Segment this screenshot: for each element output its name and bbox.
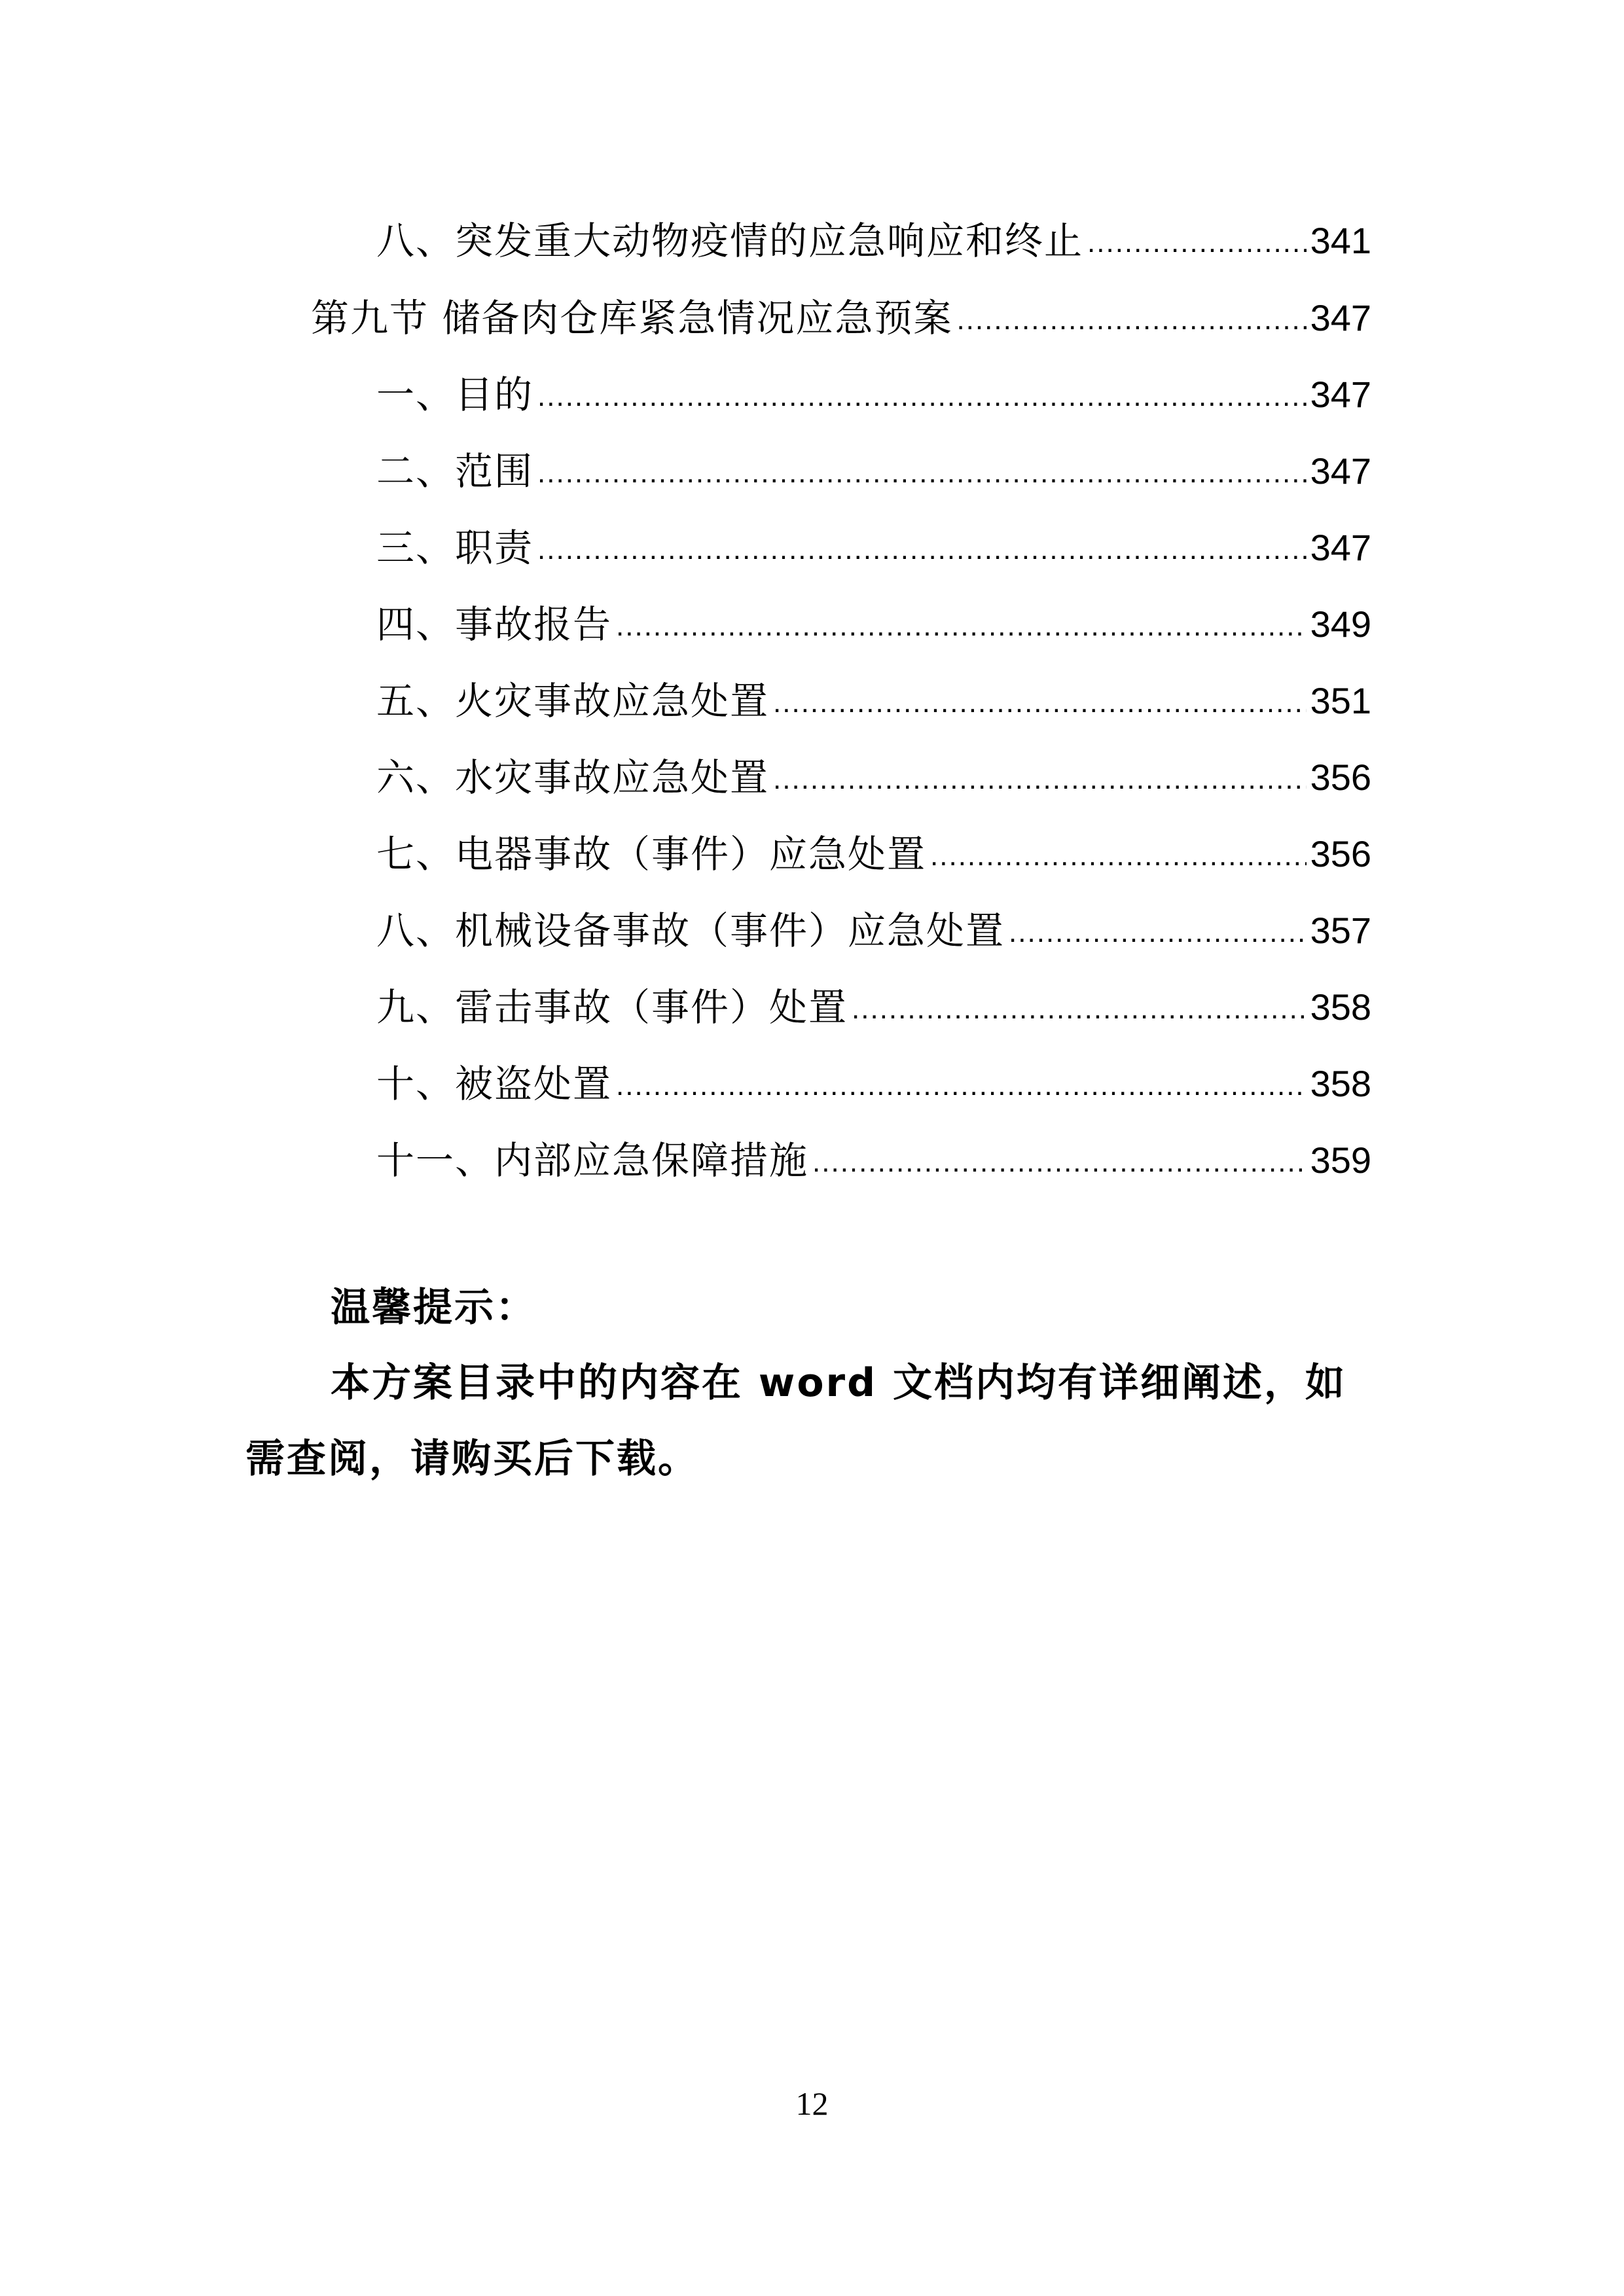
- toc-entry[interactable]: [376, 821, 1371, 887]
- toc-entry[interactable]: [376, 898, 1371, 963]
- toc-dot-leader: [773, 682, 1307, 720]
- toc-entry-page: 357: [1310, 910, 1371, 951]
- toc-entry[interactable]: [376, 439, 1371, 504]
- toc-entry[interactable]: [376, 745, 1371, 810]
- toc-entry-page: 349: [1310, 603, 1371, 645]
- toc-dot-leader: [537, 376, 1307, 414]
- toc-entry[interactable]: [376, 975, 1371, 1040]
- toc-entry-title: 九、雷击事故（事件）处置: [376, 985, 848, 1030]
- toc-entry-page: 359: [1310, 1139, 1371, 1181]
- toc-entry-page: 358: [1310, 1063, 1371, 1104]
- toc-dot-leader: [616, 1065, 1307, 1103]
- toc-entry-page: 347: [1310, 374, 1371, 415]
- toc-entry-title: 七、电器事故（事件）应急处置: [376, 832, 927, 876]
- toc-entry[interactable]: [376, 668, 1371, 734]
- page-number: 12: [795, 2085, 829, 2122]
- toc-entry-title: 五、火灾事故应急处置: [376, 679, 770, 723]
- toc-section-entry[interactable]: [311, 285, 1371, 351]
- toc-entry-page: 356: [1310, 757, 1371, 798]
- toc-entry[interactable]: [376, 1128, 1371, 1193]
- toc-entry-title: 八、突发重大动物疫情的应急响应和终止: [376, 219, 1084, 263]
- toc-entry[interactable]: [376, 592, 1371, 657]
- toc-dot-leader: [1087, 222, 1307, 260]
- toc-dot-leader: [616, 605, 1307, 643]
- toc-entry-title: 十一、内部应急保障措施: [376, 1138, 809, 1183]
- toc-entry-title: 二、范围: [376, 449, 534, 493]
- toc-entry-page: 347: [1310, 527, 1371, 568]
- toc-dot-leader: [773, 759, 1307, 797]
- toc-entry-page: 358: [1310, 986, 1371, 1028]
- toc-dot-leader: [812, 1141, 1307, 1179]
- toc-entry-title: 一、目的: [376, 372, 534, 417]
- toc-entry-page: 356: [1310, 833, 1371, 874]
- toc-entry-page: 351: [1310, 680, 1371, 721]
- tips-body: 本方案目录中的内容在 word 文档内均有详细阐述，如需查阅，请购买后下载。: [245, 1360, 1346, 1482]
- toc-dot-leader: [537, 529, 1307, 567]
- toc-entry-title: 十、被盗处置: [376, 1062, 613, 1106]
- toc-dot-leader: [537, 452, 1307, 490]
- toc-entry[interactable]: [376, 208, 1371, 274]
- toc-entry-title: 三、职责: [376, 526, 534, 570]
- tips-heading: 温馨提示：: [331, 1285, 537, 1331]
- toc-dot-leader: [1009, 912, 1307, 950]
- toc-dot-leader: [852, 988, 1307, 1026]
- toc-entry-title: 八、机械设备事故（事件）应急处置: [376, 908, 1005, 953]
- toc-entry[interactable]: [376, 1051, 1371, 1117]
- toc-entry-page: 341: [1310, 220, 1371, 261]
- toc-dot-leader: [956, 299, 1306, 337]
- toc-entry[interactable]: [376, 362, 1371, 427]
- toc-entry-title: 第九节 储备肉仓库紧急情况应急预案: [311, 296, 953, 340]
- toc-entry-page: 347: [1310, 297, 1371, 338]
- toc-entry-page: 347: [1310, 450, 1371, 492]
- toc-dot-leader: [930, 835, 1307, 873]
- toc-entry-title: 六、水灾事故应急处置: [376, 755, 770, 800]
- toc-entry[interactable]: [376, 515, 1371, 581]
- toc-entry-title: 四、事故报告: [376, 602, 613, 647]
